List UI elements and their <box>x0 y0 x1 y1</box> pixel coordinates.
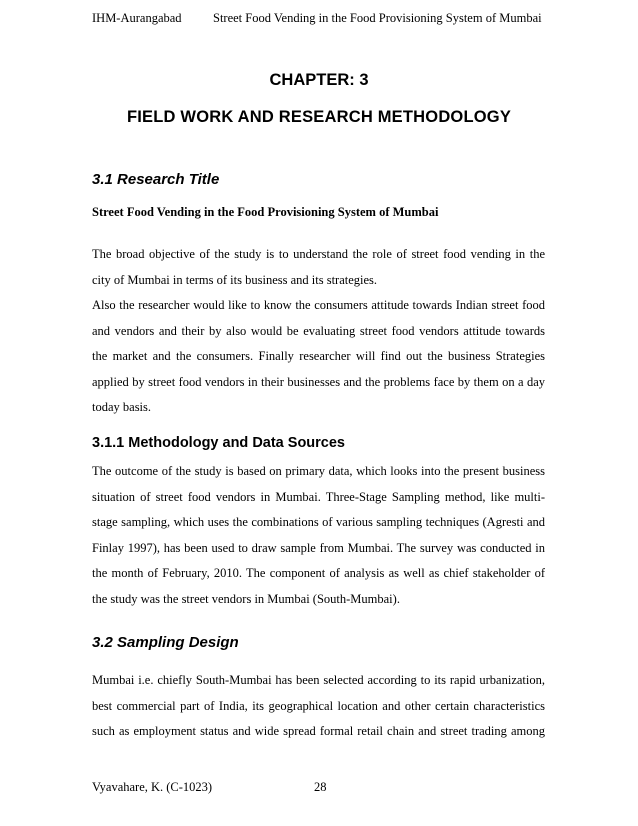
paragraph-line: today basis. <box>92 400 152 414</box>
paragraph-line: the month of February, 2010. The component of analysis as well as chief stakeholder of <box>92 566 545 580</box>
chapter-title: FIELD WORK AND RESEARCH METHODOLOGY <box>126 108 512 126</box>
paragraph-line: applied by street food vendors in their businesses and the problems face by them on a day <box>92 374 545 389</box>
page-number: 28 <box>314 780 327 794</box>
paragraph-line: The broad objective of the study is to understand the role of street food vending in the <box>92 247 545 261</box>
paragraph-line: The outcome of the study is based on primary data, which looks into the present business <box>92 464 545 478</box>
footer-author: Vyavahare, K. (C-1023) <box>92 780 213 794</box>
header-institution: IHM-Aurangabad <box>92 11 182 25</box>
paragraph-objective <box>92 242 545 421</box>
section-heading-3-1-1: 3.1.1 Methodology and Data Sources <box>92 435 345 451</box>
chapter-number: CHAPTER: 3 <box>269 71 369 89</box>
paragraph-sampling-design <box>92 668 545 745</box>
paragraph-line: Finlay 1997), has been used to draw sample from Mumbai. The survey was conducted in <box>92 540 545 555</box>
paragraph-line: situation of street food vendors in Mumbai. Three-Stage Sampling method, like multi- <box>92 489 545 504</box>
research-title: Street Food Vending in the Food Provisioning System of Mumbai <box>92 205 439 219</box>
paragraph-line: city of Mumbai in terms of its business and its strategies. <box>92 272 378 287</box>
section-heading-3-2: 3.2 Sampling Design <box>92 634 239 651</box>
paragraph-methodology <box>92 459 545 612</box>
paragraph-line: the study was the street vendors in Mumbai (South-Mumbai). <box>92 591 400 606</box>
header-document-title: Street Food Vending in the Food Provisioning System of Mumbai <box>213 11 542 25</box>
paragraph-line: and vendors and their by also would be evaluating street food vendors attitude towards <box>92 323 545 338</box>
paragraph-line: the market and the consumers. Finally researcher will find out the business Strategies <box>92 349 545 363</box>
paragraph-line: stage sampling, which uses the combinations of various sampling techniques (Agresti and <box>92 515 545 529</box>
paragraph-line: best commercial part of India, its geographical location and other certain characteristics <box>92 698 545 713</box>
paragraph-line: Also the researcher would like to know the consumers attitude towards Indian street food <box>92 298 545 312</box>
paragraph-line: such as employment status and wide spread formal retail chain and street trading among <box>92 724 545 738</box>
paragraph-line: Mumbai i.e. chiefly South-Mumbai has been selected according to its rapid urbanization, <box>92 673 545 687</box>
section-heading-3-1: 3.1 Research Title <box>92 171 220 188</box>
